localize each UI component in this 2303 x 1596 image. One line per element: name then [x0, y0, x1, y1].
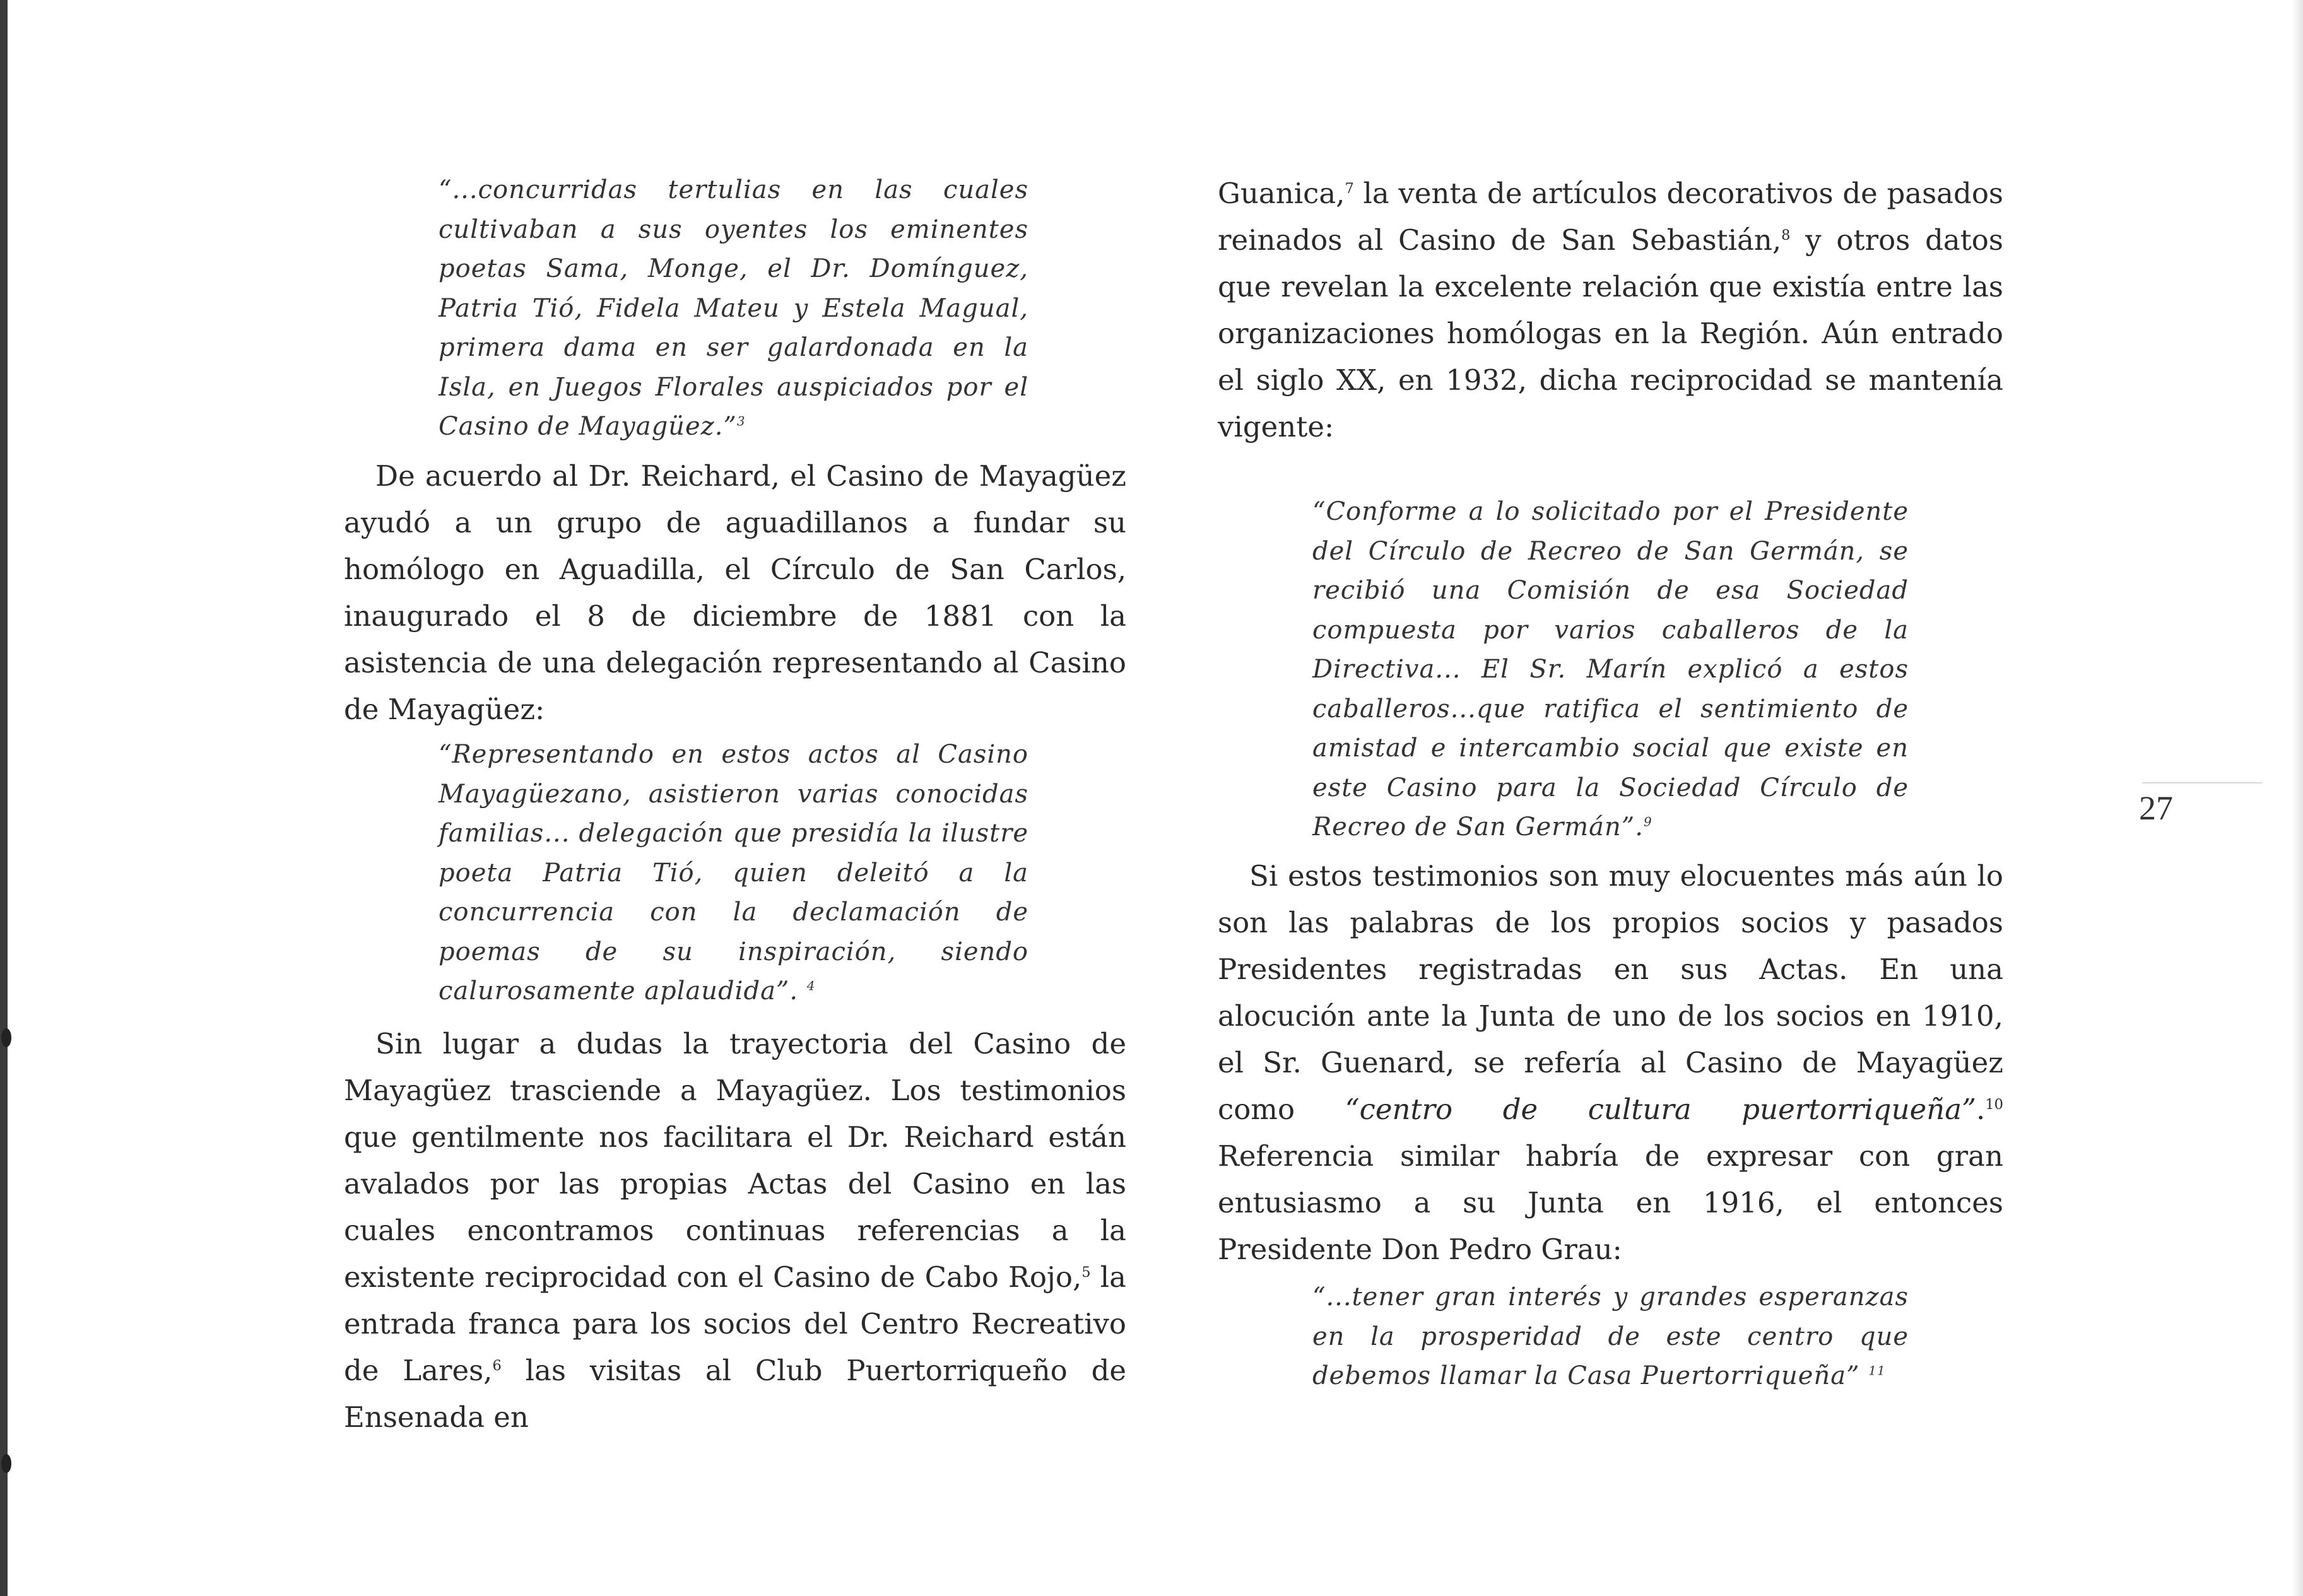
binding-edge-line [0, 0, 8, 1596]
quote-text: “...tener gran interés y grandes esperanzas en la prosperidad de este centro que debemos llamar la Casa Puertorriqueña” [1312, 1282, 1909, 1390]
page-edge-shadow [2292, 0, 2303, 1596]
block-quote [1312, 492, 1909, 847]
quote-text: “Representando en estos actos al Casino Mayagüezano, asistieron varias conocidas familias... delegación que presidía la ilustre poeta Patria Tió, quien deleitó a la concurrencia con la declamación de poemas de su inspiración, siendo calurosamente aplaudida”. [439, 740, 1028, 1006]
paragraph-text: Guanica, [1218, 177, 1345, 210]
page-number-rule [2142, 782, 2262, 783]
footnote-ref: 6 [492, 1358, 502, 1374]
paragraph-text: la venta de artículos decorativos de pasados reinados al Casino de San Sebastián, [1218, 177, 2003, 257]
block-quote [1312, 1277, 1909, 1396]
paragraph-text: De acuerdo al Dr. Reichard, el Casino de Mayagüez ayudó a un grupo de aguadillanos a fundar su homólogo en Aguadilla, el Círculo de San Carlos, inaugurado el 8 de diciembre de 1881 con la asistencia de una delegación representando al Casino de Mayagüez: [344, 459, 1126, 726]
block-quote [439, 735, 1028, 1011]
paragraph-text: y otros datos que revelan la excelente relación que existía entre las organizaciones homólogas en la Región. Aún entrado el siglo XX, en 1932, dicha reciprocidad se mantenía vigente: [1218, 223, 2003, 443]
paragraph-text: las visitas al Club Puertorriqueño de Ensenada en [344, 1354, 1127, 1434]
paragraph-text: la entrada franca para los socios del Centro Recreativo de Lares, [344, 1260, 1126, 1387]
footnote-ref: 9 [1643, 814, 1652, 830]
quote-text: “Conforme a lo solicitado por el Presidente del Círculo de Recreo de San Germán, se recibió una Comisión de esa Sociedad compuesta por varios caballeros de la Directiva... El Sr. Marín explicó a estos caballeros...que ratifica el sentimiento de amistad e intercambio social que existe en este Casino para la Sociedad Círculo de Recreo de San Germán”. [1312, 497, 1909, 842]
footnote-ref: 11 [1868, 1363, 1886, 1378]
quote-text: “...concurridas tertulias en las cuales cultivaban a sus oyentes los eminentes poetas Sama, Monge, el Dr. Domínguez, Patria Tió, Fidela Mateu y Estela Magual, primera dama en ser galardonada en la Isla, en Juegos Florales auspiciados por el Casino de Mayagüez.” [439, 175, 1028, 441]
block-quote [439, 170, 1028, 447]
binding-mark [1, 1454, 11, 1473]
footnote-ref: 10 [1985, 1096, 2003, 1113]
footnote-ref: 4 [806, 978, 816, 994]
paragraph-text: . [1976, 1093, 1986, 1126]
binding-mark [1, 1028, 11, 1047]
paragraph-text: Sin lugar a dudas la trayectoria del Casino de Mayagüez trasciende a Mayagüez. Los testimonios que gentilmente nos facilitara el Dr. Reichard están avalados por las propias Actas del Casino en las cuales encontramos continuas referencias a la existente reciprocidad con el Casino de Cabo Rojo, [344, 1027, 1126, 1294]
body-paragraph [1218, 853, 2003, 1273]
paragraph-text: Referencia similar habría de expresar con gran entusiasmo a su Junta en 1916, el entonces Presidente Don Pedro Grau: [1218, 1139, 2003, 1266]
footnote-ref: 7 [1345, 180, 1354, 197]
page-number: 27 [2139, 789, 2173, 827]
footnote-ref: 5 [1081, 1264, 1091, 1281]
body-paragraph [344, 1021, 1126, 1441]
paragraph-text: Si estos testimonios son muy elocuentes más aún lo son las palabras de los propios socios y pasados Presidentes registradas en sus Actas. En una alocución ante la Junta de uno de los socios en 1910, el Sr. Guenard, se refería al Casino de Mayagüez como [1218, 859, 2003, 1126]
body-paragraph [344, 453, 1126, 733]
footnote-ref: 3 [736, 413, 746, 429]
footnote-ref: 8 [1781, 227, 1791, 244]
body-paragraph [1218, 170, 2003, 450]
quoted-phrase: “centro de cultura puertorriqueña” [1345, 1093, 1977, 1126]
